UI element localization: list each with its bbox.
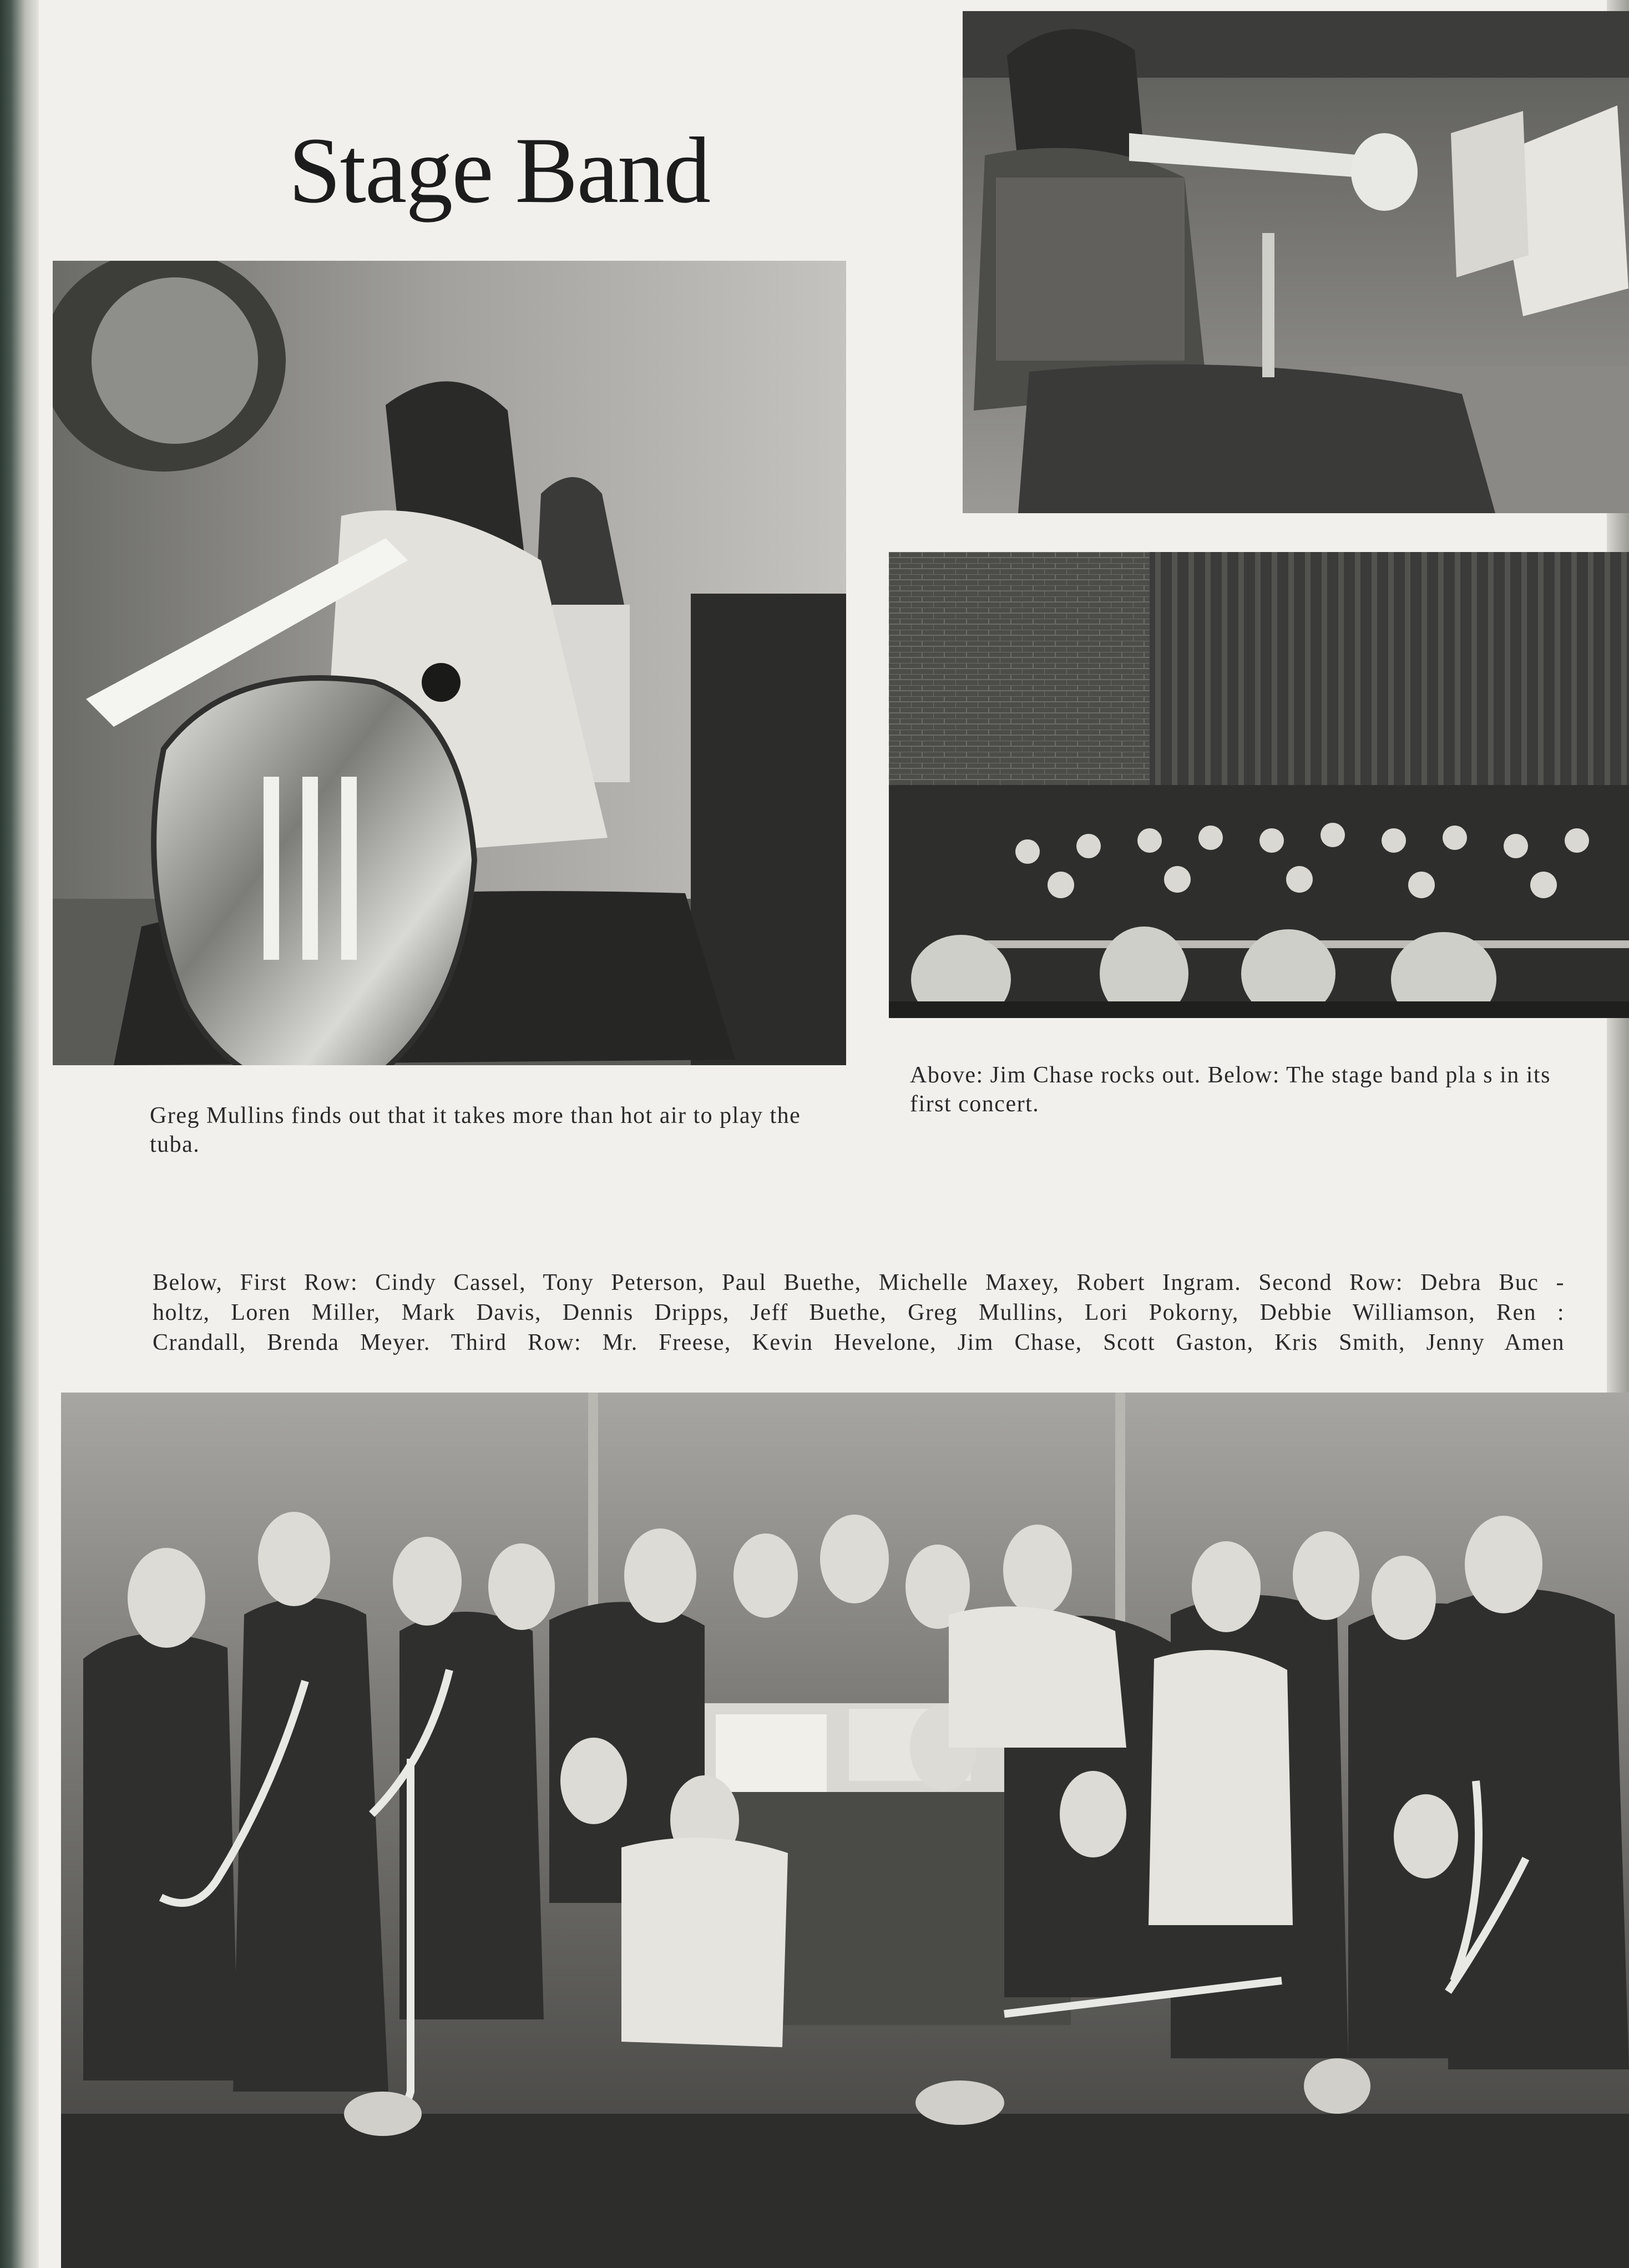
binding-edge: [0, 0, 39, 2268]
tuba-photo-caption: Greg Mullins finds out that it takes more than hot air to play the tuba.: [150, 1103, 801, 1157]
tuba-player-photo: [53, 261, 846, 1065]
roster-line: Below, First Row: Cindy Cassel, Tony Peterson, Paul Buethe, Michelle Maxey, Robert Ingram. Second Row: Debra Buc -: [153, 1270, 1565, 1295]
roster-caption: [153, 1268, 1565, 1358]
roster-line: holtz, Loren Miller, Mark Davis, Dennis Dripps, Jeff Buethe, Greg Mullins, Lori Pokorny, Debbie Williamson, Ren :: [153, 1300, 1565, 1325]
trumpet-player-photo: [963, 11, 1629, 513]
concert-photo-caption: Above: Jim Chase rocks out. Below: The stage band pla s in its first concert.: [910, 1062, 1551, 1117]
group-photo: [61, 1393, 1629, 2268]
roster-line: Crandall, Brenda Meyer. Third Row: Mr. Freese, Kevin Hevelone, Jim Chase, Scott Gaston, Kris Smith, Jenny Amen: [153, 1330, 1565, 1355]
concert-photo: [889, 552, 1629, 1018]
page-title: Stage Band: [289, 118, 710, 222]
